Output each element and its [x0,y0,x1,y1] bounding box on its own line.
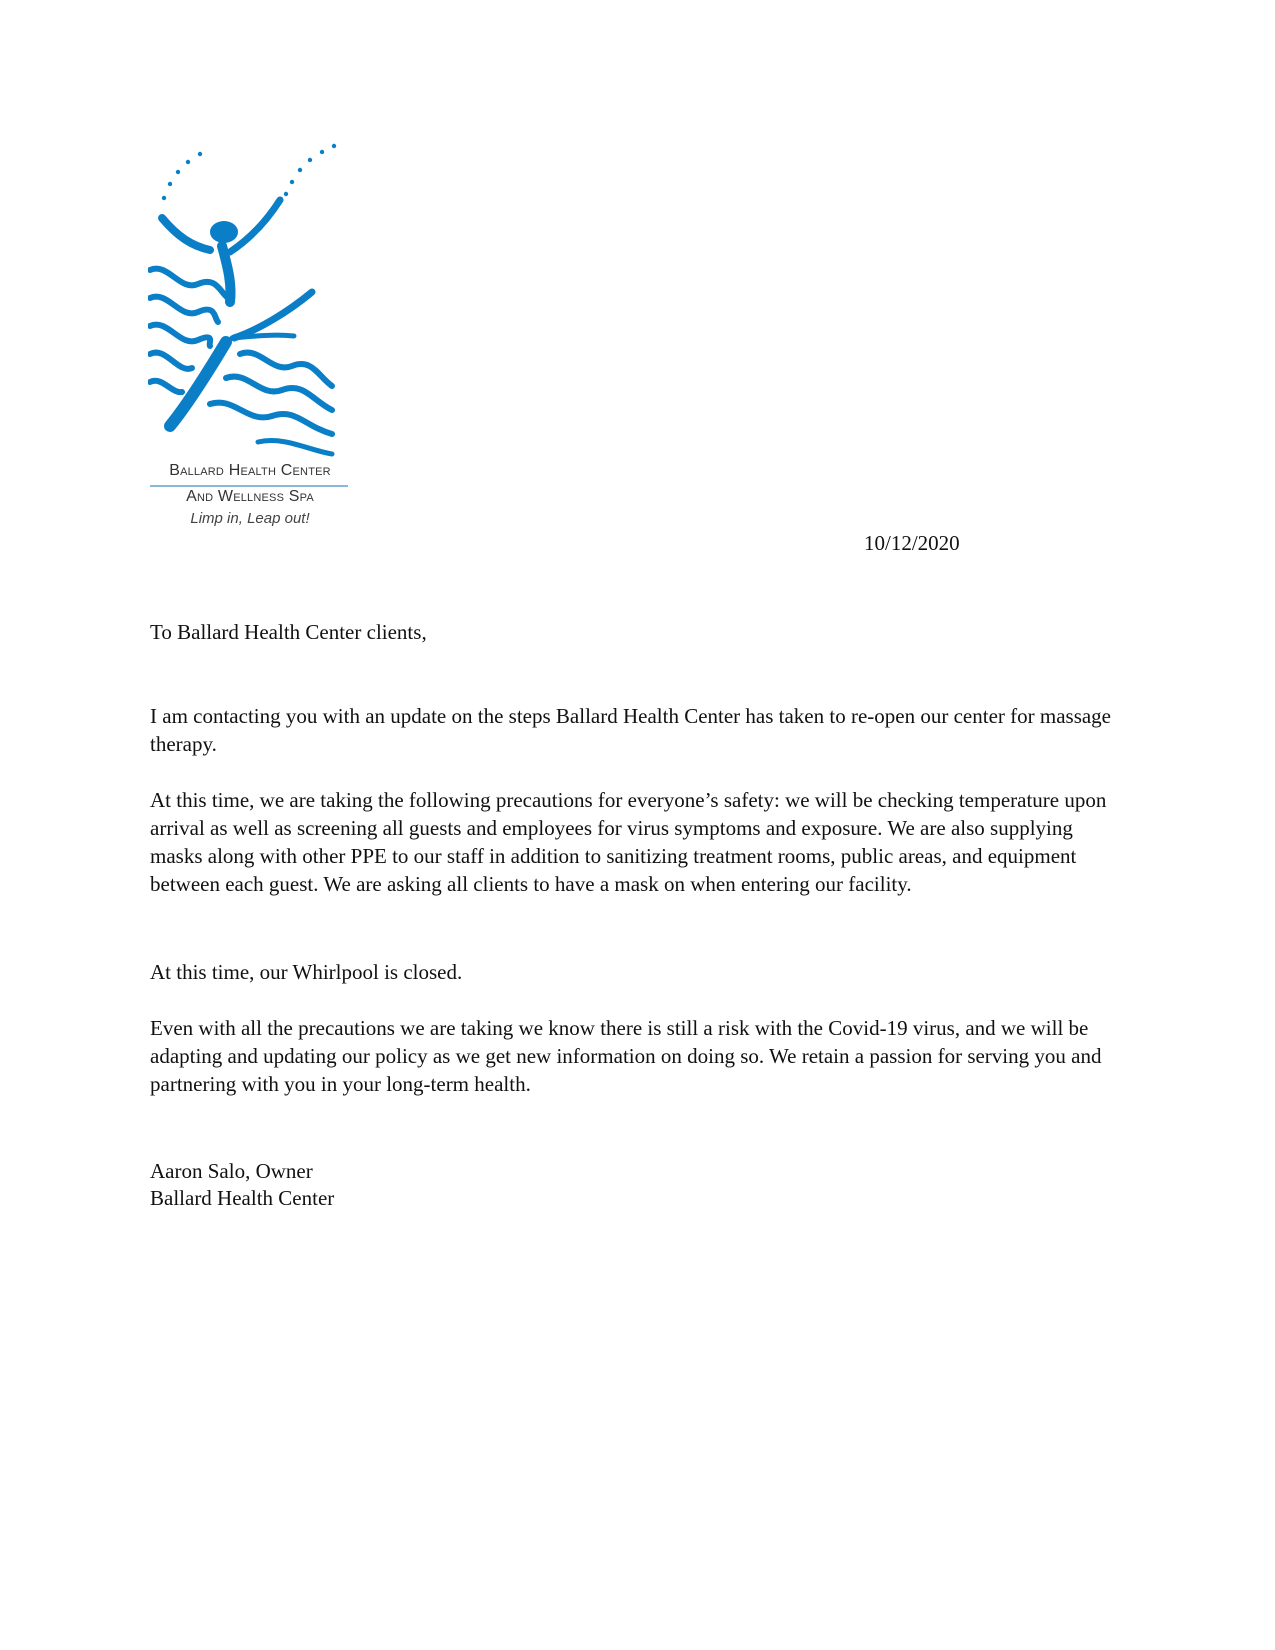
letter-salutation: To Ballard Health Center clients, [150,620,427,644]
dancer-waves-logo-icon [148,142,352,460]
signature-name: Aaron Salo, Owner [150,1159,313,1183]
letter-paragraph: At this time, our Whirlpool is closed. [150,960,463,984]
letter-date: 10/12/2020 [864,531,960,555]
signature-organization: Ballard Health Center [150,1186,335,1210]
logo-tagline: Limp in, Leap out! [190,510,310,527]
letter-paragraph: At this time, we are taking the following precautions for everyone’s safety: we will be checking temperature upon arrival as well as screening all guests and employees for virus symptoms and exposure. We are also supplying masks along with other PPE to our staff in addition to sanitizing treatment rooms, public areas, and equipment between each guest. We are asking all clients to have a mask on when entering our facility. [150,788,1107,896]
logo-company-name: Ballard Health Center [169,462,331,479]
company-logo [148,142,352,550]
logo-divider [150,485,348,487]
logo-company-subname: And Wellness Spa [186,488,314,505]
letter-paragraph: I am contacting you with an update on the steps Ballard Health Center has taken to re-open our center for massage therapy. [150,704,1112,756]
letter-paragraph: Even with all the precautions we are taking we know there is still a risk with the Covid-19 virus, and we will be adapting and updating our policy as we get new information on doing so. We retain a passion for serving you and partnering with you in your long-term health. [150,1016,1102,1096]
